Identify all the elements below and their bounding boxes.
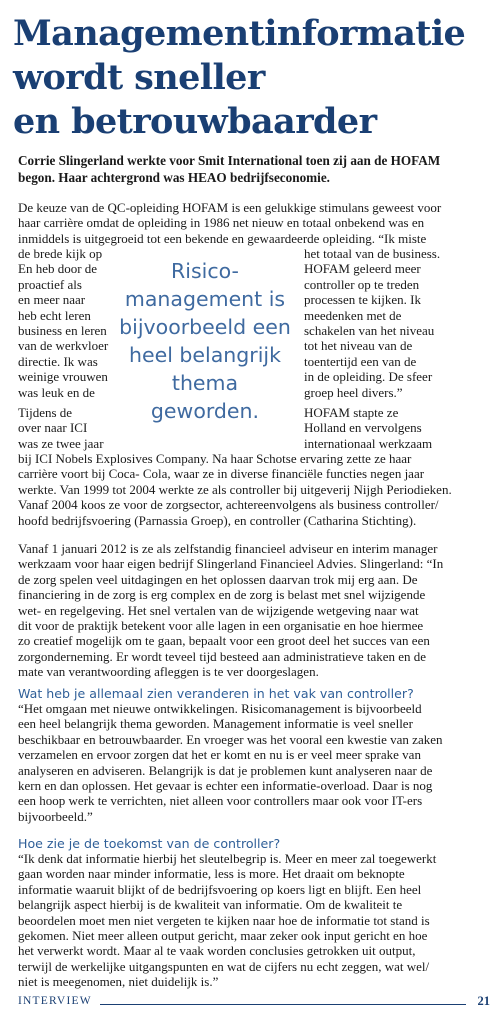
text-line: mate van verantwoording afleggen is te ver doorgeslagen.: [18, 664, 319, 680]
title-line: Managementinformatie: [13, 13, 466, 54]
text-line: HOFAM geleerd meer: [304, 261, 421, 277]
text-line: beoordelen moet men niet vergeten te kijken naar hoe de informatie tot stand is: [18, 912, 430, 928]
text-line: proactief als: [18, 276, 82, 292]
pull-quote-line: bijvoorbeeld een: [119, 315, 291, 339]
text-line: gaan worden naar minder informatie, less is more. Het draait om beknopte: [18, 866, 405, 882]
text-line: “Ik denk dat informatie hierbij het sleutelbegrip is. Meer en meer zal toegewerkt: [18, 851, 437, 866]
intro-line: begon. Haar achtergrond was HEAO bedrijfseconomie.: [18, 170, 330, 185]
text-line: schakelen van het niveau: [304, 323, 435, 339]
text-line: van de werkvloer: [18, 338, 109, 354]
text-line: verzamelen en ervoor zorgen dat het er komt en nu is er veel meer sprake van: [18, 747, 421, 763]
text-line: was ze twee jaar: [18, 435, 104, 451]
text-line: werkzaam voor haar eigen bedrijf Slingerland Financieel Advies. Slingerland: “In: [18, 556, 444, 572]
text-line: wet- en regelgeving. Het snel vertalen van de wijzigende wetgeving naar wat: [18, 602, 419, 618]
text-line: dit voor de praktijk betekent voor alle lagen in een organisatie en hoe hiermee: [18, 618, 424, 634]
text-line: bij ICI Nobels Explosives Company. Na haar Schotse ervaring zette ze haar: [18, 451, 412, 466]
text-line: carrière voort bij Coca- Cola, waar ze in diverse financiële functies negen jaar: [18, 466, 425, 482]
text-line: niet is meegenomen, niet duidelijk is.”: [18, 974, 219, 990]
text-line: het verwerkt wordt. Maar al te vaak worden conclusies getrokken uit output,: [18, 943, 416, 959]
text-line: De keuze van de QC-opleiding HOFAM is een gelukkige stimulans geweest voor: [18, 200, 442, 215]
page-footer: [18, 995, 490, 1011]
page-number: 21: [477, 994, 490, 1008]
paragraph-2: [18, 451, 488, 528]
text-line: analyseren en adviseren. Belangrijk is dat je problemen kunt analyseren naar de: [18, 762, 433, 778]
left-column: [18, 246, 118, 400]
text-line: tot het niveau van de: [304, 338, 413, 354]
text-line: hoofd bedrijfsvoering (Parnassia Groep), en controller (Catharina Stichting).: [18, 512, 417, 528]
text-line: zo creatief mogelijk om te gaan, bepaalt voor een groot deel het succes van een: [18, 633, 430, 649]
text-line: “Het omgaan met nieuwe ontwikkelingen. Risicomanagement is bijvoorbeeld: [18, 701, 422, 716]
pull-quote-line: geworden.: [150, 399, 260, 423]
text-line: HOFAM stapte ze: [304, 405, 399, 420]
text-line: bijvoorbeeld.”: [18, 808, 93, 824]
paragraph-3: [18, 541, 488, 680]
text-line: belangrijk aspect hierbij is de kwaliteit van informatie. Om de kwaliteit te: [18, 897, 403, 913]
answer-2: [18, 851, 488, 990]
text-line: processen te kijken. Ik: [304, 292, 421, 308]
text-line: Tijdens de: [18, 405, 73, 420]
text-line: internationaal werkzaam: [304, 435, 433, 451]
text-line: financiering in de zorg is erg complex en de zorg is belast met snel wijzigende: [18, 587, 426, 603]
right-column: [304, 246, 490, 400]
text-line: zorgonderneming. Er wordt teveel tijd besteed aan administratieve taken en de: [18, 648, 427, 664]
question-heading-1: Wat heb je allemaal zien veranderen in het vak van controller?: [18, 686, 414, 701]
text-line: gekomen. Niet meer alleen output gericht, maar zeker ook input gericht en hoe: [18, 928, 428, 944]
text-line: in de opleiding. De sfeer: [304, 369, 433, 385]
answer-1: [18, 701, 488, 824]
pull-quote-line: thema: [171, 371, 239, 395]
pull-quote-line: management is: [124, 287, 286, 311]
text-line: werkte. Van 1999 tot 2004 werkte ze als controller bij uitgeverij Nijgh Periodieken.: [18, 481, 452, 497]
intro-paragraph: [18, 152, 488, 186]
text-line: was leuk en de: [18, 384, 95, 400]
paragraph-1: [18, 200, 488, 246]
text-line: groep heel divers.”: [304, 384, 403, 400]
question-heading-2: Hoe zie je de toekomst van de controller?: [18, 836, 281, 851]
pull-quote: [114, 257, 296, 425]
title-line: en betrouwbaarder: [13, 101, 377, 142]
footer-rule: [100, 1004, 466, 1005]
text-line: Vanaf 1 januari 2012 is ze als zelfstandig financieel adviseur en interim manager: [18, 541, 438, 556]
text-line: een hoop werk te verrichten, niet alleen voor controllers maar ook voor IT-ers: [18, 793, 423, 809]
text-line: En heb door de: [18, 261, 98, 277]
text-line: de zorg spelen veel uitdagingen en het oplossen daarvan trok mij erg aan. De: [18, 571, 418, 587]
text-line: directie. Ik was: [18, 353, 98, 369]
text-line: meedenken met de: [304, 307, 402, 323]
text-line: business en leren: [18, 323, 107, 339]
text-line: terwijl de werkelijke uitgangspunten en wat de cijfers nu echt zeggen, wat wel/: [18, 958, 430, 974]
pull-quote-line: heel belangrijk: [128, 343, 281, 367]
text-line: heb echt leren: [18, 307, 91, 323]
text-line: Vanaf 2004 koos ze voor de zorgsector, achtereenvolgens als business controller/: [18, 497, 439, 513]
text-line: inmiddels is uitgegroeid tot een bekende en gewaardeerde opleiding. “Ik miste: [18, 230, 427, 246]
text-line: beschikbaar en betrouwbaarder. En vroeger was het vooral een kwestie van zaken: [18, 731, 443, 747]
text-line: informatie waaruit blijkt of de bedrijfsvoering op koers ligt en blijft. Een heel: [18, 881, 422, 897]
text-line: het totaal van de business.: [304, 246, 441, 261]
text-line: toentertijd een van de: [304, 353, 417, 369]
text-line: over naar ICI: [18, 420, 88, 436]
left-column-2: [18, 405, 118, 451]
pull-quote-line: Risico-: [171, 259, 239, 283]
text-line: een heel belangrijk thema geworden. Management informatie is veel sneller: [18, 716, 413, 732]
text-line: de brede kijk op: [18, 246, 103, 261]
right-column-2: [304, 405, 490, 451]
section-label: INTERVIEW: [18, 995, 92, 1007]
text-line: kern en dan oplossen. Het gevaar is echter een informatie-overload. Daar is nog: [18, 778, 433, 794]
text-line: weinige vrouwen: [18, 369, 108, 385]
text-line: haar carrière omdat de opleiding in 1986 net nieuw en totaal onbekend was en: [18, 215, 425, 231]
article-title: [13, 12, 493, 144]
text-line: controller op te treden: [304, 276, 420, 292]
text-line: en meer naar: [18, 292, 86, 308]
title-line: wordt sneller: [13, 57, 265, 98]
intro-line: Corrie Slingerland werkte voor Smit International toen zij aan de HOFAM: [18, 153, 441, 168]
text-line: Holland en vervolgens: [304, 420, 422, 436]
